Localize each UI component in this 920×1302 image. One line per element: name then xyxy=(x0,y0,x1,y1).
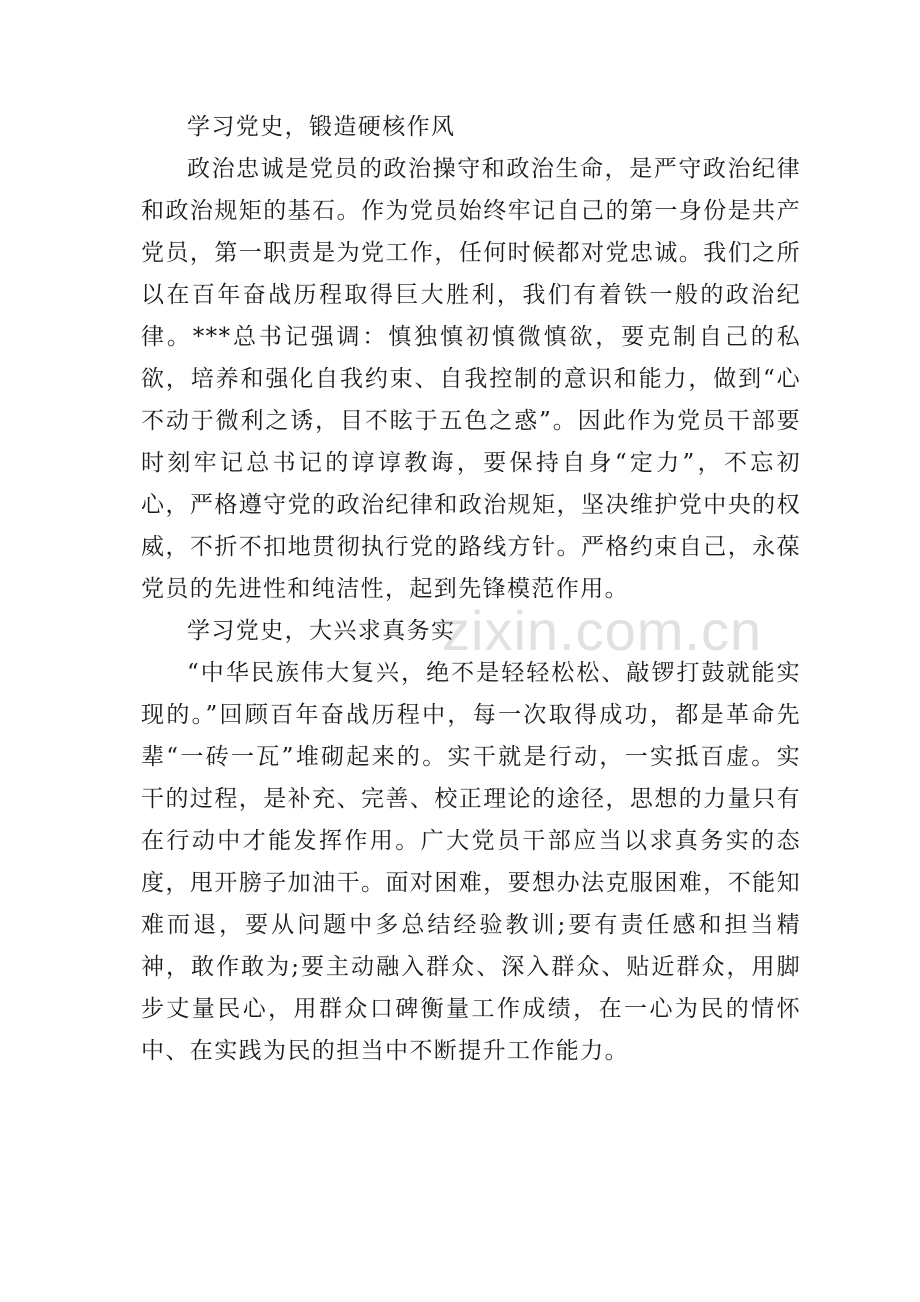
watermark: zixin.com.cn xyxy=(442,599,763,662)
section-paragraph-2: “中华民族伟大复兴，绝不是轻轻松松、敲锣打鼓就能实现的。”回顾百年奋战历程中，每一次取得成功，都是革命先辈“一砖一瓦”堆砌起来的。实干就是行动，一实抵百虚。实干的过程，是补充、完善、校正理论的途径，思想的力量只有在行动中才能发挥作用。广大党员干部应当以求真务实的态度，甩开膀子加油干。面对困难，要想办法克服困难，不能知难而退，要从问题中多总结经验教训;要有责任感和担当精神，敢作敢为;要主动融入群众、深入群众、贴近群众，用脚步丈量民心，用群众口碑衡量工作成绩，在一心为民的情怀中、在实践为民的担当中不断提升工作能力。 xyxy=(141,660,801,1064)
document-body xyxy=(141,106,801,1072)
section-heading-2: 学习党史，大兴求真务实 xyxy=(187,618,456,644)
section-paragraph-1: 政治忠诚是党员的政治操守和政治生命，是严守政治纪律和政治规矩的基石。作为党员始终牢记自己的第一身份是共产党员，第一职责是为党工作，任何时候都对党忠诚。我们之所以在百年奋战历程取得巨大胜利，我们有着铁一般的政治纪律。***总书记强调：慎独慎初慎微慎欲，要克制自己的私欲，培养和强化自我约束、自我控制的意识和能力，做到“心不动于微利之诱，目不眩于五色之惑”。因此作为党员干部要时刻牢记总书记的谆谆教诲，要保持自身“定力”，不忘初心，严格遵守党的政治纪律和政治规矩，坚决维护党中央的权威，不折不扣地贯彻执行党的路线方针。严格约束自己，永葆党员的先进性和纯洁性，起到先锋模范作用。 xyxy=(141,156,801,602)
section-heading-1: 学习党史，锻造硬核作风 xyxy=(187,114,456,140)
